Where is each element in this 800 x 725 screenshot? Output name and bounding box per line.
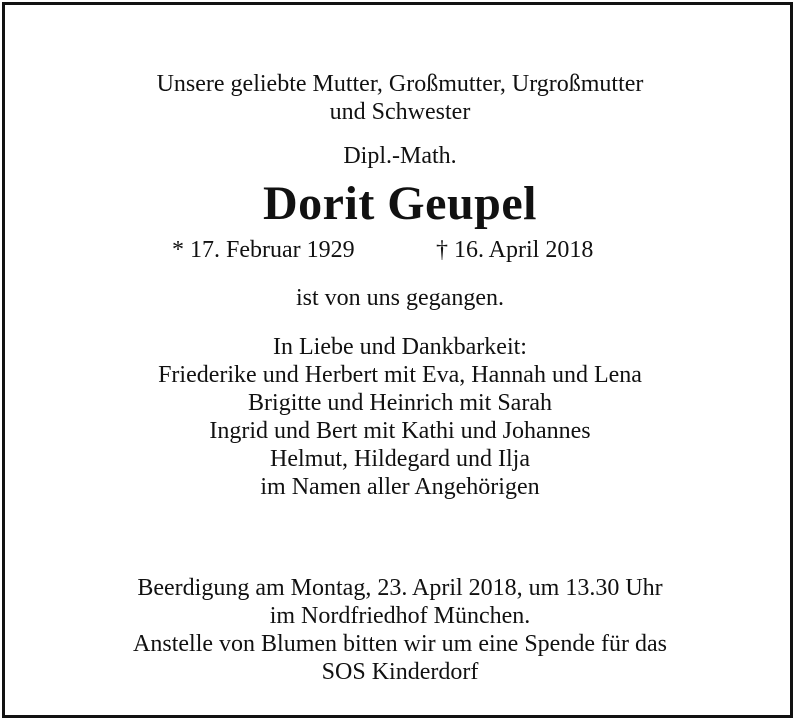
birth-date: * 17. Februar 1929 [172, 237, 355, 263]
mourner-line: Friederike und Herbert mit Eva, Hannah und Lena [158, 362, 642, 388]
mourner-line: Brigitte und Heinrich mit Sarah [248, 390, 552, 416]
funeral-line: im Nordfriedhof München. [269, 603, 531, 629]
mourner-line: Helmut, Hildegard und Ilja [270, 446, 530, 472]
funeral-line: Anstelle von Blumen bitten wir um eine Spende für das [133, 631, 667, 657]
funeral-line: SOS Kinderdorf [321, 659, 479, 685]
funeral-line: Beerdigung am Montag, 23. April 2018, um 13.30 Uhr [137, 575, 663, 601]
academic-degree: Dipl.-Math. [343, 143, 457, 169]
passing-statement: ist von uns gegangen. [296, 285, 504, 311]
mourner-line: im Namen aller Angehörigen [260, 474, 540, 500]
death-date: † 16. April 2018 [436, 237, 594, 263]
intro-line-2: und Schwester [329, 99, 471, 125]
mourners-heading: In Liebe und Dankbarkeit: [273, 334, 527, 360]
deceased-name: Dorit Geupel [263, 177, 537, 230]
intro-line-1: Unsere geliebte Mutter, Großmutter, Urgroßmutter [156, 71, 644, 97]
mourner-line: Ingrid und Bert mit Kathi und Johannes [209, 418, 591, 444]
